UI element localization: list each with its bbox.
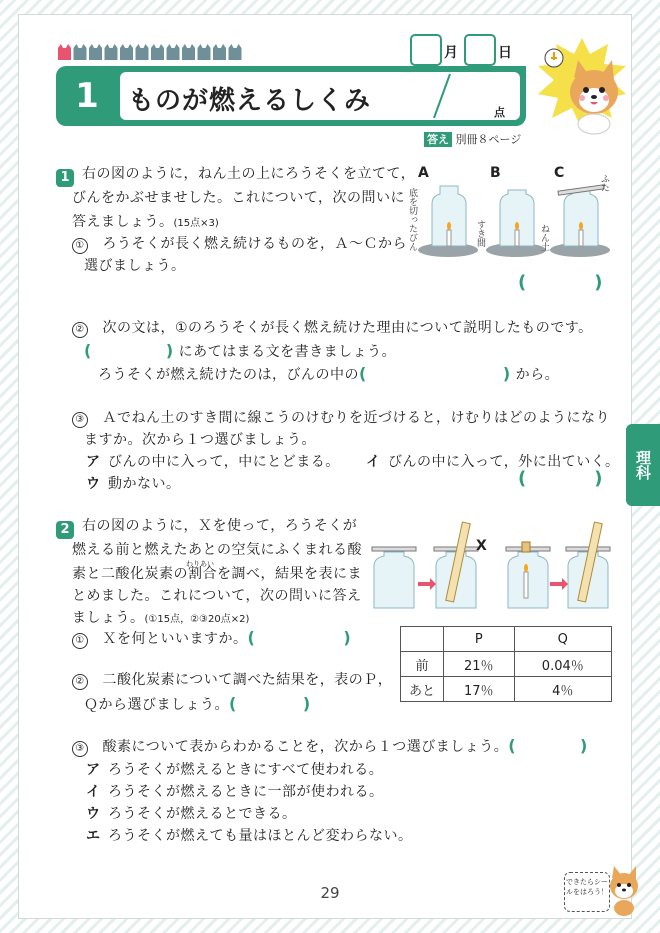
q2-option-u (86, 804, 297, 824)
option-text: ろうそくが燃えても量はほとんど変わらない。 (108, 828, 413, 844)
q1-sub2-text2: にあてはまる文を書きましょう。 (178, 344, 397, 360)
table-cell: あと (401, 677, 444, 702)
q2-sub3-num: ③ (72, 741, 88, 757)
candle-jar-figure (404, 164, 616, 264)
subject-tab[interactable]: 理科 (626, 424, 660, 506)
progress-cat-icons (58, 44, 248, 62)
results-table (400, 626, 612, 702)
figure-label-a: A (418, 165, 429, 181)
q2-option-i (86, 782, 384, 802)
page-title: ものが燃えるしくみ (128, 86, 372, 116)
gas-detector-figure (368, 516, 618, 612)
month-label: 月 (444, 45, 458, 61)
option-text: ろうそくが燃えるときに一部が使われる。 (108, 784, 384, 800)
table-header-cell: Q (514, 627, 611, 652)
q1-option-u (86, 474, 181, 494)
option-text: びんの中に入って，外に出ていく。 (388, 454, 620, 470)
q1-sub2-sentence-pre: ろうそくが燃え続けたのは，びんの中の (98, 367, 359, 383)
q1-sub2-answer-box[interactable]: ( ) (359, 364, 511, 383)
label-jar-bottom-cut: 底を切ったびん (407, 188, 417, 251)
option-mark: ウ (86, 806, 101, 822)
q1-sub1-text1: ろうそくが長く燃え続けるものを，Ａ～Ｃから (102, 236, 407, 252)
table-row (401, 652, 612, 677)
q2-option-e (86, 826, 413, 846)
q2-sub1 (72, 628, 351, 649)
q1-sub3 (72, 408, 610, 428)
title-divider (420, 72, 480, 120)
figure-label-x: X (476, 538, 487, 554)
q1-intro-line1: 右の図のように，ねん土の上にろうそくを立てて， (82, 166, 416, 182)
progress-cat-icon (167, 44, 180, 60)
progress-cat-icon (136, 44, 149, 60)
q2-sub2-line2 (84, 694, 311, 715)
q1-intro-line3 (72, 212, 219, 234)
q1-badge: 1 (56, 169, 74, 187)
table-cell: 17％ (444, 677, 515, 702)
q2-sub1-answer-box[interactable]: ( ) (247, 628, 352, 647)
q1-sub2-line2: ( ) にあてはまる文を書きましょう。 (84, 341, 397, 360)
progress-cat-icon (58, 44, 71, 60)
progress-cat-icon (120, 44, 133, 60)
q1-sub3-line2: ますか。次から１つ選びましょう。 (84, 432, 316, 448)
progress-cat-icon (74, 44, 87, 60)
q2-sub3-answer-box[interactable]: ( ) (508, 736, 588, 755)
figure-label-c: C (554, 165, 565, 181)
q2-sub2-num: ② (72, 674, 88, 690)
progress-cat-icon (182, 44, 195, 60)
progress-cat-icon (105, 44, 118, 60)
table-cell: 前 (401, 652, 444, 677)
date-area (410, 34, 520, 64)
q2-intro-line4: とめました。これについて，次の問いに答え (72, 588, 362, 604)
q2-sub3-text: 酸素について表からわかることを，次から１つ選びましょう。 (102, 739, 509, 755)
option-mark: イ (86, 784, 101, 800)
table-header-cell: P (444, 627, 515, 652)
progress-cat-icon (198, 44, 211, 60)
table-header-row (401, 627, 612, 652)
day-input[interactable] (464, 34, 496, 66)
q2-sub2-text1: 二酸化炭素について調べた結果を，表のＰ， (102, 672, 393, 688)
q1-points: (15点×3) (173, 218, 219, 229)
table-row (401, 677, 612, 702)
q2-sub3 (72, 736, 588, 757)
q2-sub2 (72, 670, 392, 690)
q2-points: (①15点，②③20点×2) (144, 614, 250, 625)
option-mark: エ (86, 828, 101, 844)
question-2-number (56, 518, 74, 539)
q1-sub2-sentence-post: から。 (515, 367, 560, 383)
table-cell: 21％ (444, 652, 515, 677)
option-text: びんの中に入って，中にとどまる。 (108, 454, 340, 470)
label-gap: すき間 (475, 220, 485, 247)
table-cell: 0.04％ (514, 652, 611, 677)
q2-sub2-answer-box[interactable]: ( ) (229, 694, 311, 713)
table-header-cell (401, 627, 444, 652)
q1-sub2-text1: 次の文は，①のろうそくが長く燃え続けた理由について説明したものです。 (102, 320, 593, 336)
answer-page: 別冊８ページ (455, 133, 522, 146)
q1-sub1-line2: 選びましょう。 (84, 258, 186, 274)
q2-intro-line5 (72, 608, 249, 630)
dog-mascot-icon (532, 36, 632, 136)
q1-intro-line2: びんをかぶせませした。これについて，次の問いに (72, 190, 405, 206)
q2-intro-line3: 素と二酸化炭素の割合を調べ，結果を表にま (72, 566, 362, 582)
option-mark: ア (86, 454, 101, 470)
q1-option-a (86, 452, 340, 472)
label-clay: ねん土 (539, 224, 549, 251)
q2-intro-line2: 燃える前と燃えたあとの空気にふくまれる酸 (72, 542, 362, 558)
option-text: ろうそくが燃えるとできる。 (108, 806, 297, 822)
option-mark: ウ (86, 476, 101, 492)
label-lid: ふた (599, 174, 609, 192)
q1-sub3-answer-box[interactable]: ( ) (518, 468, 603, 489)
option-text: ろうそくが燃えるときにすべて使われる。 (108, 762, 384, 778)
option-text: 動かない。 (108, 476, 181, 492)
q1-sub2-num: ② (72, 322, 88, 338)
q1-sub1-answer-box[interactable]: ( ) (518, 272, 603, 293)
page-number: 29 (320, 884, 340, 902)
q2-sub1-text: Ｘを何といいますか。 (102, 631, 248, 647)
ruby-wariai: わりあい (186, 560, 214, 568)
unit-number: 1 (75, 76, 99, 116)
q2-intro-text: ましょう。 (72, 610, 145, 626)
q1-sub3-num: ③ (72, 412, 88, 428)
small-dog-icon (604, 866, 644, 916)
q1-sub1 (72, 234, 407, 254)
option-mark: ア (86, 762, 101, 778)
q2-sub2-text2: Ｑから選びましょう。 (84, 697, 229, 713)
progress-cat-icon (229, 44, 242, 60)
answer-reference (424, 131, 521, 147)
progress-cat-icon (151, 44, 164, 60)
month-input[interactable] (410, 34, 442, 66)
answer-tag: 答え (424, 132, 452, 147)
table-cell: 4％ (514, 677, 611, 702)
q2-intro-line1: 右の図のように，Ｘを使って，ろうそくが (82, 518, 358, 534)
score-label: 点 (494, 106, 505, 119)
sticker-area[interactable]: できたらシールをはろう！ (564, 872, 610, 912)
q1-sub3-text1: Ａでねん土のすき間に線こうのけむりを近づけると，けむりはどのようになり (102, 410, 610, 426)
q2-sub1-num: ① (72, 633, 88, 649)
figure-label-b: B (490, 165, 501, 181)
progress-cat-icon (89, 44, 102, 60)
q2-option-a (86, 760, 383, 780)
progress-cat-icon (213, 44, 226, 60)
q1-intro-text: 答えましょう。 (72, 214, 174, 230)
day-label: 日 (498, 45, 512, 61)
q1-sub1-num: ① (72, 238, 88, 254)
q1-sub2 (72, 318, 593, 338)
q1-sub2-sentence (98, 364, 559, 385)
option-mark: イ (366, 454, 381, 470)
question-1-number (56, 166, 74, 187)
q2-badge: 2 (56, 521, 74, 539)
